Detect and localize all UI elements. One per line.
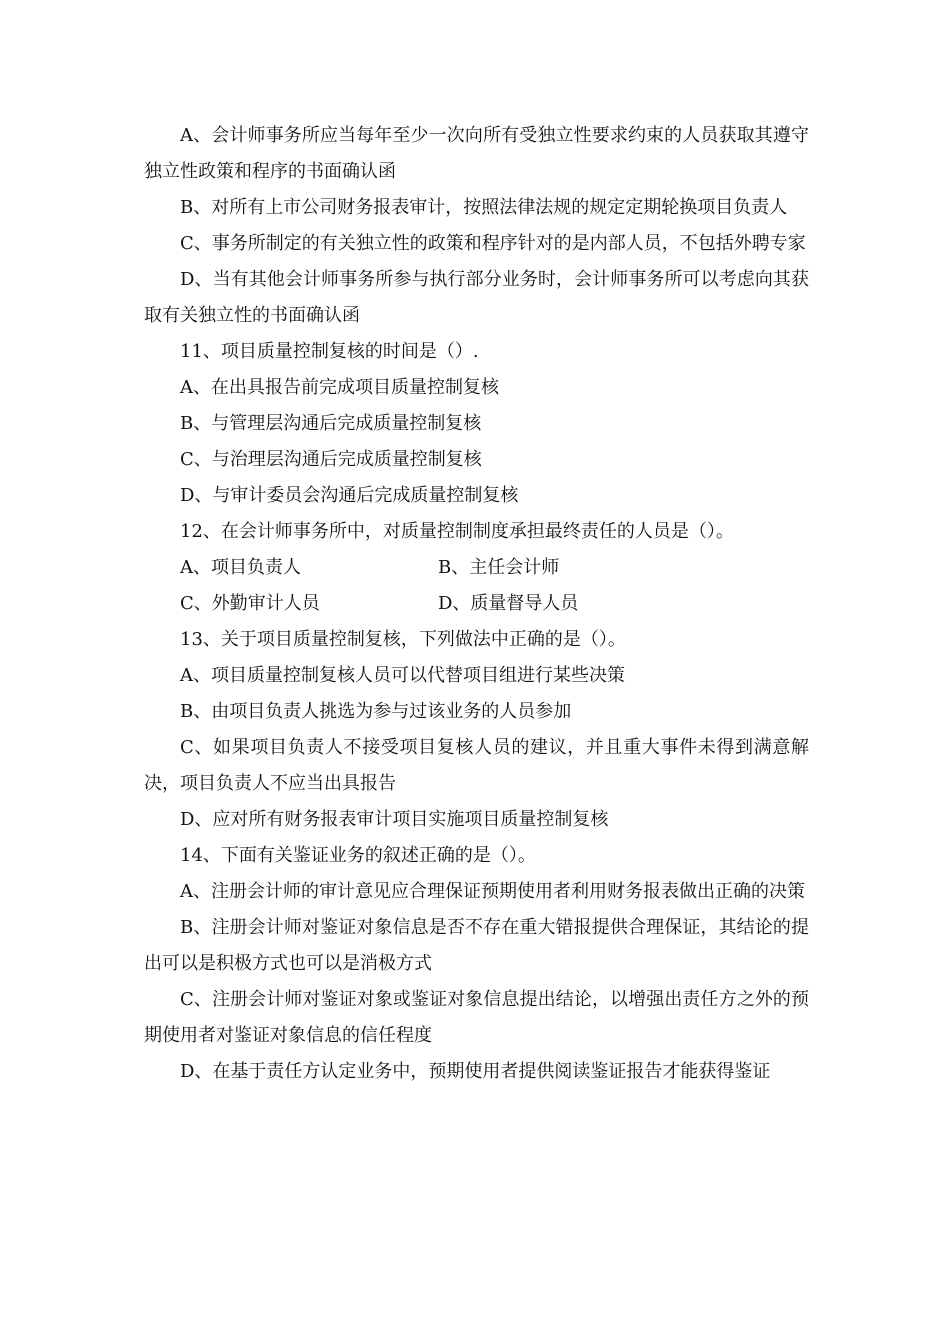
q14-option-a: A、注册会计师的审计意见应合理保证预期使用者利用财务报表做出正确的决策 [180,881,805,902]
question-11: 11、项目质量控制复核的时间是（）. [180,341,479,362]
q12-options-row-1 [144,550,809,586]
q12-options-row-2 [144,586,809,622]
q14-option-d: D、在基于责任方认定业务中，预期使用者提供阅读鉴证报告才能获得鉴证 [180,1061,771,1082]
q11-option-b: B、与管理层沟通后完成质量控制复核 [180,413,482,434]
q10-option-a: A、会计师事务所应当每年至少一次向所有受独立性要求约束的人员获取其遵守独立性政策和程序的书面确认函 [144,125,809,182]
q11-option-d: D、与审计委员会沟通后完成质量控制复核 [180,485,519,506]
q10-option-d: D、当有其他会计师事务所参与执行部分业务时，会计师事务所可以考虑向其获取有关独立性的书面确认函 [144,269,809,326]
q14-option-c: C、注册会计师对鉴证对象或鉴证对象信息提出结论，以增强出责任方之外的预期使用者对鉴证对象信息的信任程度 [144,989,809,1046]
document-body [144,118,809,1090]
q14-option-b: B、注册会计师对鉴证对象信息是否不存在重大错报提供合理保证，其结论的提出可以是积极方式也可以是消极方式 [144,917,809,974]
q10-option-b: B、对所有上市公司财务报表审计，按照法律法规的规定定期轮换项目负责人 [180,197,788,218]
question-14: 14、下面有关鉴证业务的叙述正确的是（）。 [180,845,536,866]
q12-option-d: D、质量督导人员 [438,593,579,614]
question-13: 13、关于项目质量控制复核，下列做法中正确的是（）。 [180,629,626,650]
q13-option-a: A、项目质量控制复核人员可以代替项目组进行某些决策 [180,665,625,686]
question-12: 12、在会计师事务所中，对质量控制制度承担最终责任的人员是（）。 [180,521,734,542]
q13-option-d: D、应对所有财务报表审计项目实施项目质量控制复核 [180,809,609,830]
q11-option-a: A、在出具报告前完成项目质量控制复核 [180,377,499,398]
q10-option-c: C、事务所制定的有关独立性的政策和程序针对的是内部人员，不包括外聘专家 [180,233,806,254]
q13-option-b: B、由项目负责人挑选为参与过该业务的人员参加 [180,701,572,722]
q12-option-b: B、主任会计师 [438,557,560,578]
q11-option-c: C、与治理层沟通后完成质量控制复核 [180,449,482,470]
q12-option-a: A、项目负责人 [180,557,301,578]
q13-option-c: C、如果项目负责人不接受项目复核人员的建议，并且重大事件未得到满意解决，项目负责人不应当出具报告 [144,737,809,794]
q12-option-c: C、外勤审计人员 [180,593,320,614]
